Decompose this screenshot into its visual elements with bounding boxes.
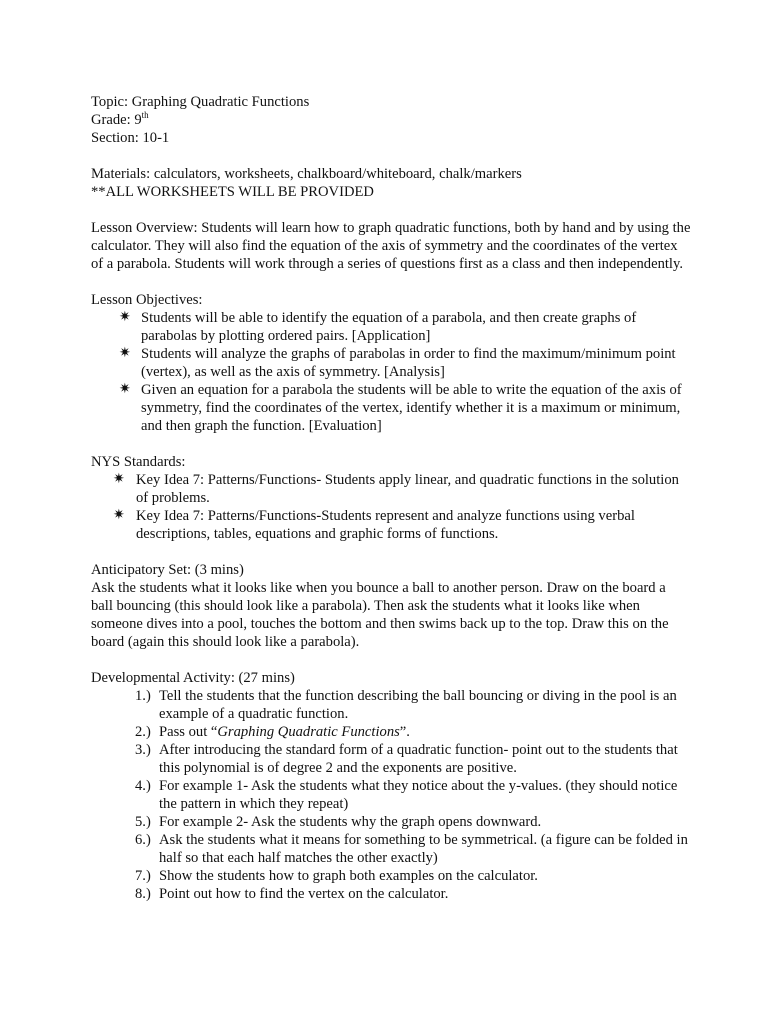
objective-text: Students will be able to identify the equation of a parabola, and then create graphs of parabolas by plotting ordered pairs. [Application] [141, 310, 637, 344]
spacer [91, 273, 691, 291]
topic-line: Topic: Graphing Quadratic Functions [91, 94, 310, 110]
step-text: Ask the students what it means for something to be symmetrical. (a figure can be folded in half so that each half matches the other exactly) [159, 832, 688, 866]
list-item [91, 381, 691, 435]
standard-text: Key Idea 7: Patterns/Functions- Students apply linear, and quadratic functions in the solution of problems. [136, 472, 679, 506]
list-item [91, 741, 691, 777]
objective-text: Given an equation for a parabola the students will be able to write the equation of the axis of symmetry, find the coordinates of the vertex, identify whether it is a maximum or minimum, and then graph the function. [Evaluation] [141, 382, 682, 434]
step-number: 6.) [135, 832, 151, 848]
grade-superscript: th [141, 110, 149, 121]
standards-list [91, 471, 691, 543]
developmental-heading: Developmental Activity: (27 mins) [91, 670, 295, 686]
list-item [91, 471, 691, 507]
step-number: 5.) [135, 814, 151, 830]
star-bullet-icon: ✷ [119, 310, 131, 325]
step-text: After introducing the standard form of a quadratic function- point out to the students that this polynomial is of degree 2 and the exponents are positive. [159, 742, 678, 776]
step-number: 1.) [135, 688, 151, 704]
grade-text: Grade: 9 [91, 112, 142, 128]
developmental-steps [91, 687, 691, 903]
anticipatory-heading: Anticipatory Set: (3 mins) [91, 562, 244, 578]
section-line: Section: 10-1 [91, 130, 170, 146]
list-item [91, 813, 691, 831]
list-item [91, 309, 691, 345]
list-item [91, 723, 691, 741]
objectives-list [91, 309, 691, 435]
spacer [91, 435, 691, 453]
star-bullet-icon: ✷ [119, 346, 131, 361]
list-item [91, 345, 691, 381]
objective-text: Students will analyze the graphs of parabolas in order to find the maximum/minimum point (vertex), as well as the axis of symmetry. [Analysis] [141, 346, 676, 380]
materials-line: Materials: calculators, worksheets, chalkboard/whiteboard, chalk/markers [91, 166, 522, 182]
lesson-plan [91, 93, 691, 903]
star-bullet-icon: ✷ [119, 382, 131, 397]
list-item [91, 687, 691, 723]
spacer [91, 543, 691, 561]
spacer [91, 201, 691, 219]
list-item [91, 507, 691, 543]
spacer [91, 651, 691, 669]
step-number: 3.) [135, 742, 151, 758]
materials-note: **ALL WORKSHEETS WILL BE PROVIDED [91, 184, 374, 200]
star-bullet-icon: ✷ [113, 472, 125, 487]
step-number: 7.) [135, 868, 151, 884]
grade-line [91, 111, 691, 129]
anticipatory-text: Ask the students what it looks like when you bounce a ball to another person. Draw on the board a ball bouncing (this should look like a parabola). Then ask the students what it looks like when someone dives into a pool, touches the bottom and then swims back up to the top. Draw this on the board (again this should look like a parabola). [91, 580, 669, 650]
step-number: 2.) [135, 724, 151, 740]
list-item [91, 867, 691, 885]
step-number: 8.) [135, 886, 151, 902]
objectives-heading: Lesson Objectives: [91, 292, 203, 308]
worksheet-title: Graphing Quadratic Functions [217, 724, 400, 740]
lesson-overview: Lesson Overview: Students will learn how to graph quadratic functions, both by hand and by using the calculator. They will also find the equation of the axis of symmetry and the coordinates of the vertex of a parabola. Students will work through a series of questions first as a class and then independently. [91, 220, 691, 272]
standards-heading: NYS Standards: [91, 454, 186, 470]
step-text: For example 2- Ask the students why the graph opens downward. [159, 814, 542, 830]
spacer [91, 147, 691, 165]
step-number: 4.) [135, 778, 151, 794]
standard-text: Key Idea 7: Patterns/Functions-Students represent and analyze functions using verbal descriptions, tables, equations and graphic forms of functions. [136, 508, 635, 542]
step-text: For example 1- Ask the students what they notice about the y-values. (they should notice the pattern in which they repeat) [159, 778, 678, 812]
step-text: Tell the students that the function describing the ball bouncing or diving in the pool is an example of a quadratic function. [159, 688, 677, 722]
step-text-suffix: ”. [399, 724, 410, 740]
list-item [91, 777, 691, 813]
list-item [91, 885, 691, 903]
list-item [91, 831, 691, 867]
star-bullet-icon: ✷ [113, 508, 125, 523]
step-text-prefix: Pass out “ [159, 724, 218, 740]
step-text: Point out how to find the vertex on the calculator. [159, 886, 449, 902]
step-text: Show the students how to graph both examples on the calculator. [159, 868, 538, 884]
